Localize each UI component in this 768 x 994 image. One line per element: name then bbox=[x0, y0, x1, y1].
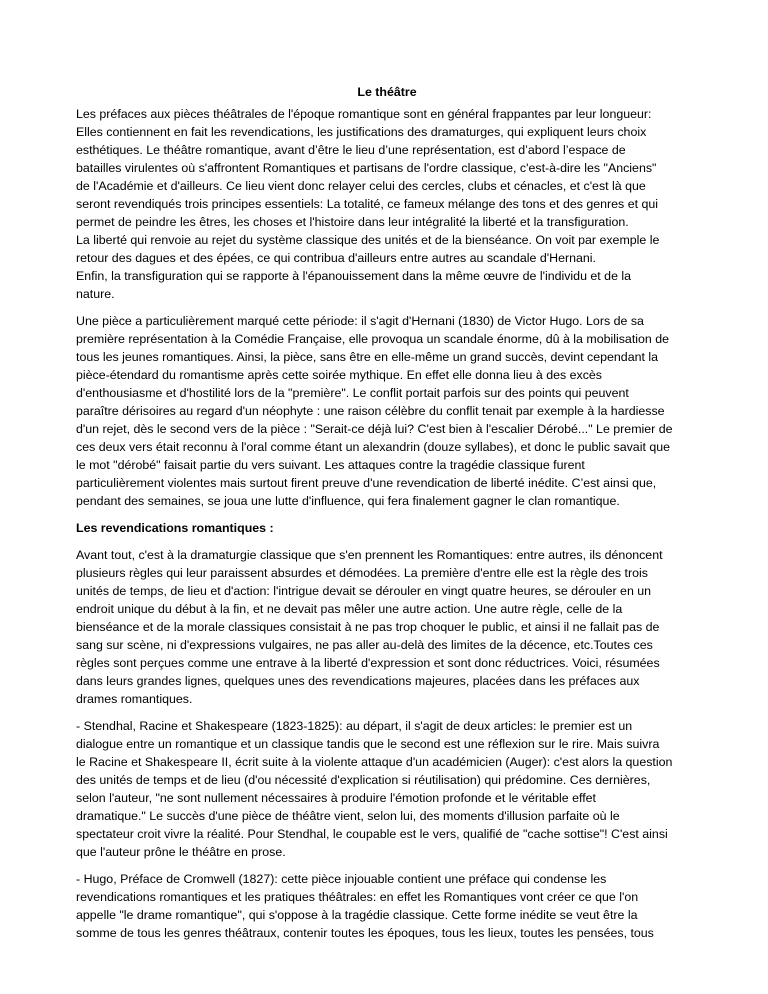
text-line: ces deux vers était reconnu à l'oral comme étant un alexandrin (douze syllabes), et donc le public savait que bbox=[76, 440, 671, 454]
text-line: d'un rejet, dès le second vers de la pièce : "Serait-ce déjà lui? C'est bien à l'escalier Dérobé..." Le premier de bbox=[76, 422, 673, 436]
text-line: nature. bbox=[76, 287, 115, 301]
rules-paragraph bbox=[76, 546, 698, 708]
text-line: dans leurs grandes lignes, quelques unes des revendications majeures, placées dans les préfaces aux bbox=[76, 674, 640, 688]
text-line: pièce-étendard du romantisme après cette soirée mythique. En effet elle donna lieu à des excès bbox=[76, 368, 602, 382]
text-line: Elles contiennent en fait les revendications, les justifications des dramaturges, qui expliquent leurs choix bbox=[76, 125, 647, 139]
text-line: de l'Académie et d'ailleurs. Ce lieu vient donc relayer celui des cercles, clubs et cénacles, et c'est là que bbox=[76, 179, 646, 193]
text-line: paraître dérisoires au regard d'un néophyte : une raison célèbre du conflit tenait par exemple à la hardiesse bbox=[76, 404, 665, 418]
text-line: plusieurs règles qui leur paraissent absurdes et démodées. La première d'entre elle est la règle des trois bbox=[76, 566, 648, 580]
text-line: appelle "le drame romantique", qui s'oppose à la tragédie classique. Cette forme inédite se veut être la bbox=[76, 908, 638, 922]
text-line: endroit unique du début à la fin, et ne devait pas mêler une autre action. Une autre règle, celle de la bbox=[76, 602, 623, 616]
text-line: retour des dagues et des épées, ce qui contribua d'ailleurs entre autres au scandale d'Hernani. bbox=[76, 251, 596, 265]
text-line: esthétiques. Le théâtre romantique, avant d’être le lieu d’une représentation, est d’abord l’espace de bbox=[76, 143, 626, 157]
text-line: que l'auteur prône le théâtre en prose. bbox=[76, 845, 286, 859]
hugo-paragraph bbox=[76, 870, 698, 942]
text-line: Enfin, la transfiguration qui se rapporte à l'épanouissement dans la même œuvre de l'individu et de la bbox=[76, 269, 632, 283]
text-line: le mot "dérobé" faisait partie du vers suivant. Les attaques contre la tragédie classique furent bbox=[76, 458, 585, 472]
text-line: - Hugo, Préface de Cromwell (1827): cette pièce injouable contient une préface qui condense les bbox=[76, 872, 607, 886]
hernani-paragraph bbox=[76, 312, 698, 510]
stendhal-paragraph bbox=[76, 717, 698, 861]
text-line: revendications romantiques et les pratiques théâtrales: en effet les Romantiques vont créer ce que l'on bbox=[76, 890, 639, 904]
text-line: permet de peindre les êtres, les choses et l'histoire dans leur intégralité la liberté et la transfiguration. bbox=[76, 215, 629, 229]
text-line: Les préfaces aux pièces théâtrales de l'époque romantique sont en général frappantes par leur longueur: bbox=[76, 107, 652, 121]
text-line: d'enthousiasme et d'hostilité lors de la "première". Le conflit portait parfois sur des points qui peuvent bbox=[76, 386, 629, 400]
text-line: bienséance et de la morale classiques consistait à ne pas trop choquer le public, et ainsi il ne fallait pas de bbox=[76, 620, 660, 634]
text-line: des unités de temps et de lieu (d'ou nécessité d'explication si réutilisation) qui prédomine. Ces dernières, bbox=[76, 773, 651, 787]
text-line: règles sont perçues comme une entrave à la liberté d'expression et sont donc réductrices. Voici, résumées bbox=[76, 656, 660, 670]
text-line: Une pièce a particulièrement marqué cette période: il s'agit d'Hernani (1830) de Victor Hugo. Lors de sa bbox=[76, 314, 644, 328]
text-line: tous les jeunes romantiques. Ainsi, la pièce, sans être en elle-même un grand succès, devint cependant la bbox=[76, 350, 659, 364]
text-line: sang sur scène, ni d'expressions vulgaires, ne pas aller au-delà des limites de la décence, etc.Toutes ces bbox=[76, 638, 653, 652]
text-line: unités de temps, de lieu et d'action: l'intrigue devait se dérouler en vingt quatre heures, se dérouler en un bbox=[76, 584, 652, 598]
text-line: somme de tous les genres théâtraux, contenir toutes les époques, tous les lieux, toutes les pensées, tous bbox=[76, 926, 654, 940]
section-heading: Les revendications romantiques : bbox=[76, 521, 274, 535]
text-line: Avant tout, c'est à la dramaturgie classique que s'en prennent les Romantiques: entre autres, ils dénoncent bbox=[76, 548, 663, 562]
text-line: particulièrement violentes mais surtout firent preuve d'une revendication de liberté inédite. C’est ainsi que, bbox=[76, 476, 657, 490]
text-line: seront revendiqués trois principes essentiels: La totalité, ce fameux mélange des tons et des genres et qui bbox=[76, 197, 659, 211]
text-line: pendant des semaines, se joua une lutte d'influence, qui fera finalement gagner le clan romantique. bbox=[76, 494, 620, 508]
text-line: batailles virulentes où s'affrontent Romantiques et partisans de l'ordre classique, c'est-à-dire les "Anciens" bbox=[76, 161, 657, 175]
text-line: - Stendhal, Racine et Shakespeare (1823-1825): au départ, il s'agit de deux articles: le premier est un bbox=[76, 719, 633, 733]
text-line: drames romantiques. bbox=[76, 692, 193, 706]
document-title: Le théâtre bbox=[357, 85, 417, 99]
text-line: première représentation à la Comédie Française, elle provoqua un scandale énorme, dû à la mobilisation de bbox=[76, 332, 670, 346]
intro-paragraph bbox=[76, 105, 698, 303]
text-line: le Racine et Shakespeare II, écrit suite à la violente attaque d'un académicien (Auger): c'est alors la question bbox=[76, 755, 673, 769]
text-line: La liberté qui renvoie au rejet du système classique des unités et de la bienséance. On voit par exemple le bbox=[76, 233, 660, 247]
text-line: dramatique." Le succès d'une pièce de théâtre vient, selon lui, des moments d'illusion parfaite où le bbox=[76, 809, 620, 823]
text-line: dialogue entre un romantique et un classique tandis que le second est une réflexion sur le rire. Mais suivra bbox=[76, 737, 660, 751]
text-line: spectateur croit vivre la réalité. Pour Stendhal, le coupable est le vers, qualifié de "cache sottise"! C'est ainsi bbox=[76, 827, 668, 841]
text-line: selon l'auteur, "ne sont nullement nécessaires à produire l'émotion profonde et le véritable effet bbox=[76, 791, 596, 805]
